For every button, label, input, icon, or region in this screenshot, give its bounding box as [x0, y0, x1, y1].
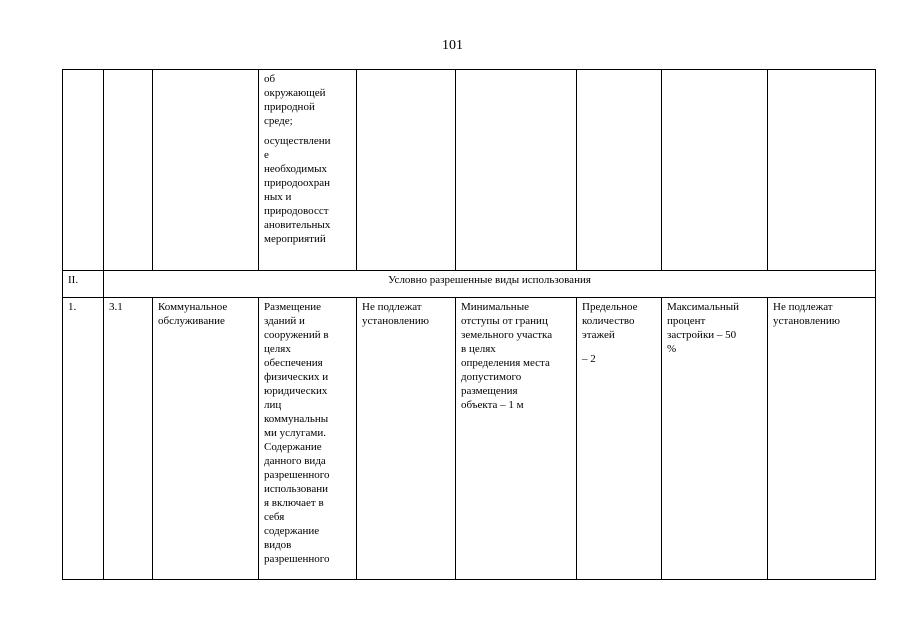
- use-description: Размещение зданий и сооружений в целях обеспечения физических и юридических лиц коммунальны ми услугами. Содержание данного вида разрешенного использовани я включает в себя содержание видов разрешенного: [259, 298, 357, 580]
- cell-empty: [104, 70, 153, 271]
- table-row: [63, 298, 876, 580]
- cell-empty: [63, 70, 104, 271]
- use-code: 3.1: [104, 298, 153, 580]
- page-number: 101: [442, 38, 463, 53]
- setbacks-cell: Минимальные отступы от границ земельного участка в целях определения места допустимого размещения объекта – 1 м: [456, 298, 577, 580]
- floors-value: – 2: [582, 353, 596, 365]
- regulations-table: [62, 69, 876, 580]
- section-title: Условно разрешенные виды использования: [104, 271, 876, 298]
- section-number: II.: [63, 271, 104, 298]
- cell-empty: [577, 70, 662, 271]
- cell-empty: [768, 70, 876, 271]
- table-row-continuation: [63, 70, 876, 271]
- use-name: Коммунальное обслуживание: [153, 298, 259, 580]
- cell-empty: [662, 70, 768, 271]
- plot-size-cell: Не подлежат установлению: [357, 298, 456, 580]
- cell-description-continued: [259, 70, 357, 271]
- cell-empty: [357, 70, 456, 271]
- floors-cell: [577, 298, 662, 580]
- paragraph: об окружающей природной среде;: [264, 73, 326, 127]
- floors-label: Предельное количество этажей: [582, 301, 638, 341]
- coverage-cell: Максимальный процент застройки – 50 %: [662, 298, 768, 580]
- table-row-section: [63, 271, 876, 298]
- paragraph: осуществлени е необходимых природоохран ных и природовосст ановительных мероприятий: [264, 135, 331, 245]
- cell-empty: [456, 70, 577, 271]
- row-number: 1.: [63, 298, 104, 580]
- other-cell: Не подлежат установлению: [768, 298, 876, 580]
- cell-empty: [153, 70, 259, 271]
